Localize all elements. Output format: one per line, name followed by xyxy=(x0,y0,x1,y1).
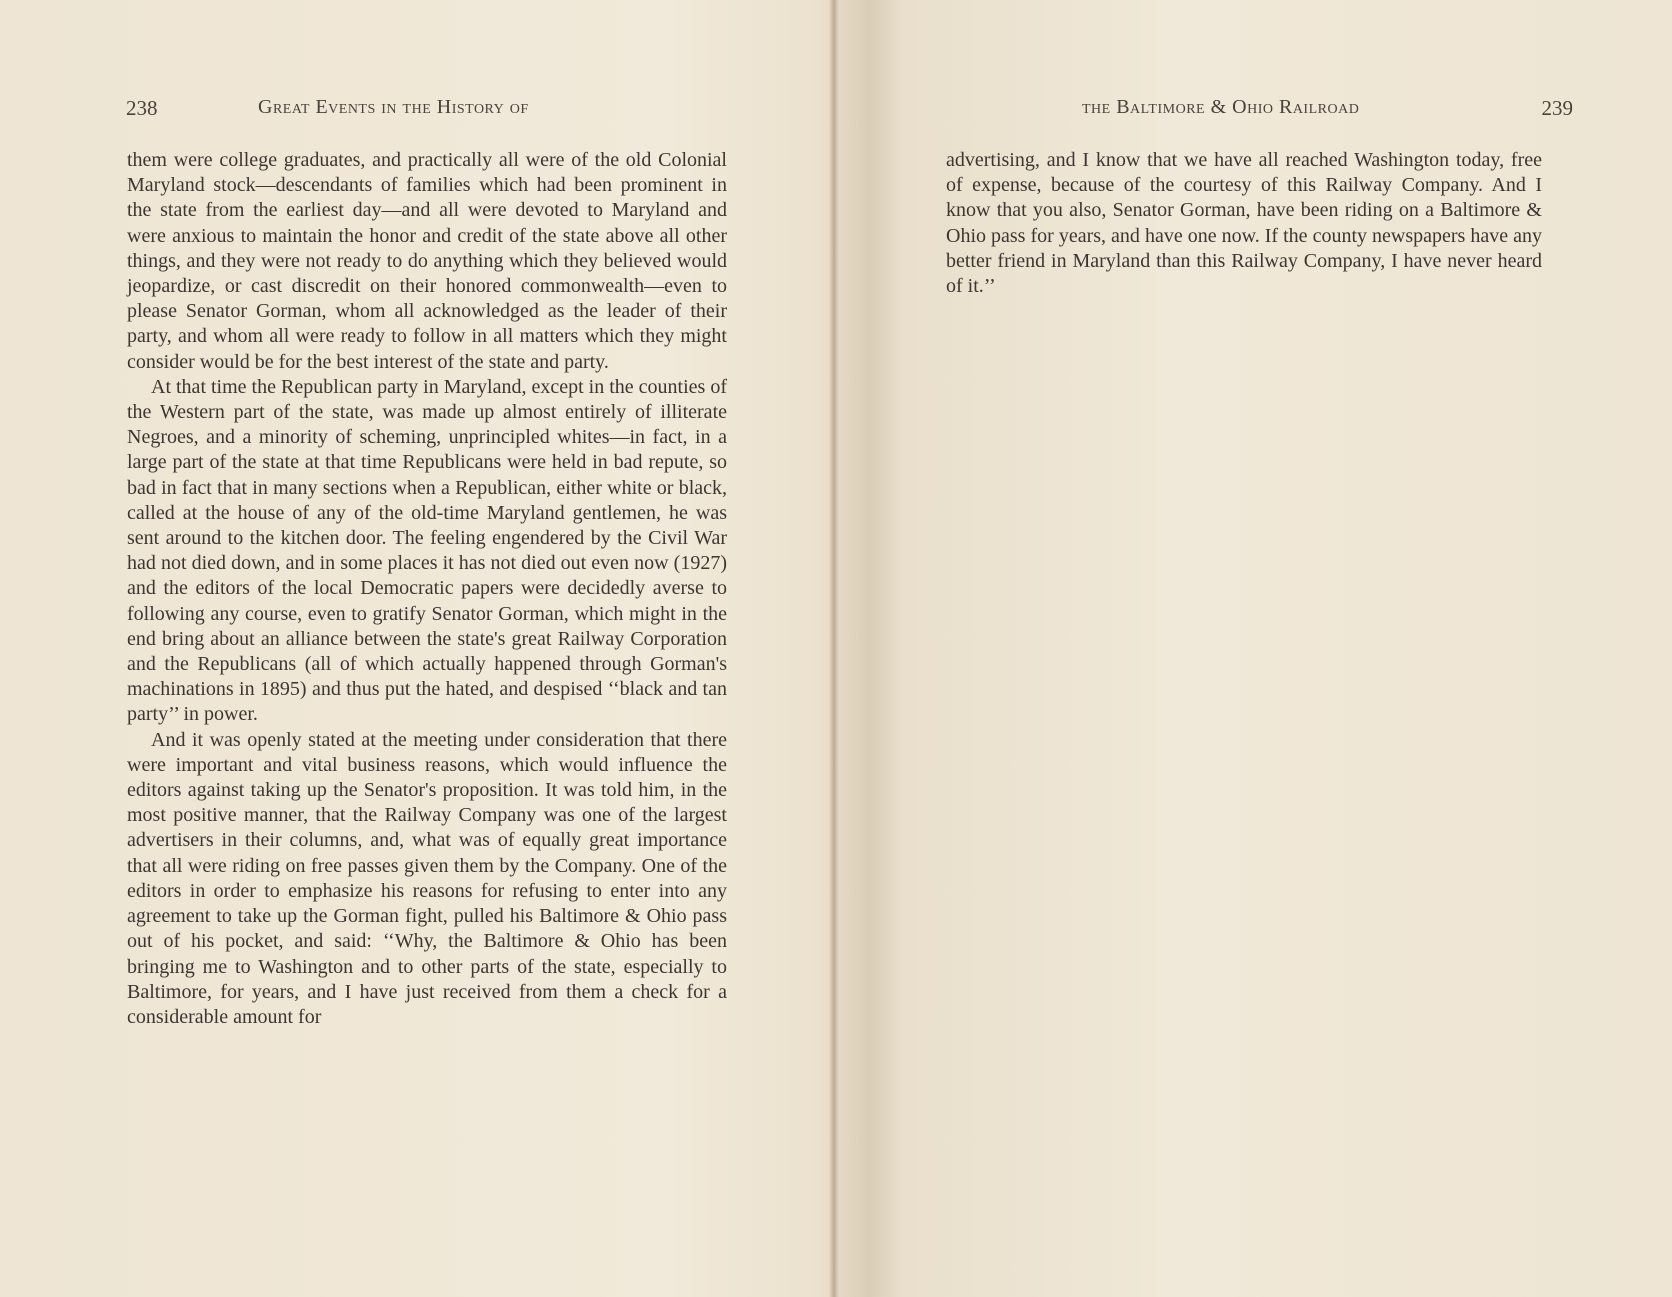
left-page-body xyxy=(127,148,727,1030)
running-head-left: Great Events in the History of xyxy=(258,96,529,118)
right-page xyxy=(838,0,1672,1297)
page-number-left: 238 xyxy=(126,96,158,120)
paragraph: And it was openly stated at the meeting under consideration that there were important and vital business reasons, which would influence the editors against taking up the Senator's proposition. It was told him, in the most positive manner, that the Railway Company was one of the largest advertisers in their columns, and, what was of equally great importance that all were riding on free passes given them by the Company. One of the editors in order to emphasize his reasons for refusing to enter into any agreement to take up the Gorman fight, pulled his Baltimore & Ohio pass out of his pocket, and said: ‘‘Why, the Baltimore & Ohio has been bringing me to Washington and to other parts of the state, especially to Baltimore, for years, and I have just received from them a check for a considerable amount for xyxy=(127,728,727,1028)
paragraph: them were college graduates, and practically all were of the old Colonial Maryland stock—descendants of families which had been prominent in the state from the earliest day—and all were devoted to Maryland and were anxious to maintain the honor and credit of the state above all other things, and they were not ready to do anything which they believed would jeopardize, or cast discredit on their honored commonwealth—even to please Senator Gorman, whom all acknowledged as the leader of their party, and whom all were ready to follow in all matters which they might consider would be for the best interest of the state and party. xyxy=(127,149,727,373)
running-head-right: the Baltimore & Ohio Railroad xyxy=(1082,96,1360,118)
paragraph: advertising, and I know that we have all reached Washington today, free of expense, because of the courtesy of this Railway Company. And I know that you also, Senator Gorman, have been riding on a Baltimore & Ohio pass for years, and have one now. If the county newspapers have any better friend in Maryland than this Railway Company, I have never heard of it.’’ xyxy=(946,149,1542,298)
left-page xyxy=(0,0,830,1297)
paragraph: At that time the Republican party in Maryland, except in the counties of the Western part of the state, was made up almost entirely of illiterate Negroes, and a minority of scheming, unprincipled whites—in fact, in a large part of the state at that time Republicans were held in bad repute, so bad in fact that in many sections when a Republican, either white or black, called at the house of any of the old-time Maryland gentlemen, he was sent around to the kitchen door. The feeling engendered by the Civil War had not died down, and in some places it has not died out even now (1927) and the editors of the local Democratic papers were decidedly averse to following any course, even to gratify Senator Gorman, which might in the end bring about an alliance between the state's great Railway Corporation and the Republicans (all of which actually happened through Gorman's machinations in 1895) and thus put the hated, and despised ‘‘black and tan party’’ in power. xyxy=(127,375,727,726)
right-page-body xyxy=(946,148,1542,299)
page-number-right: 239 xyxy=(1541,96,1573,120)
